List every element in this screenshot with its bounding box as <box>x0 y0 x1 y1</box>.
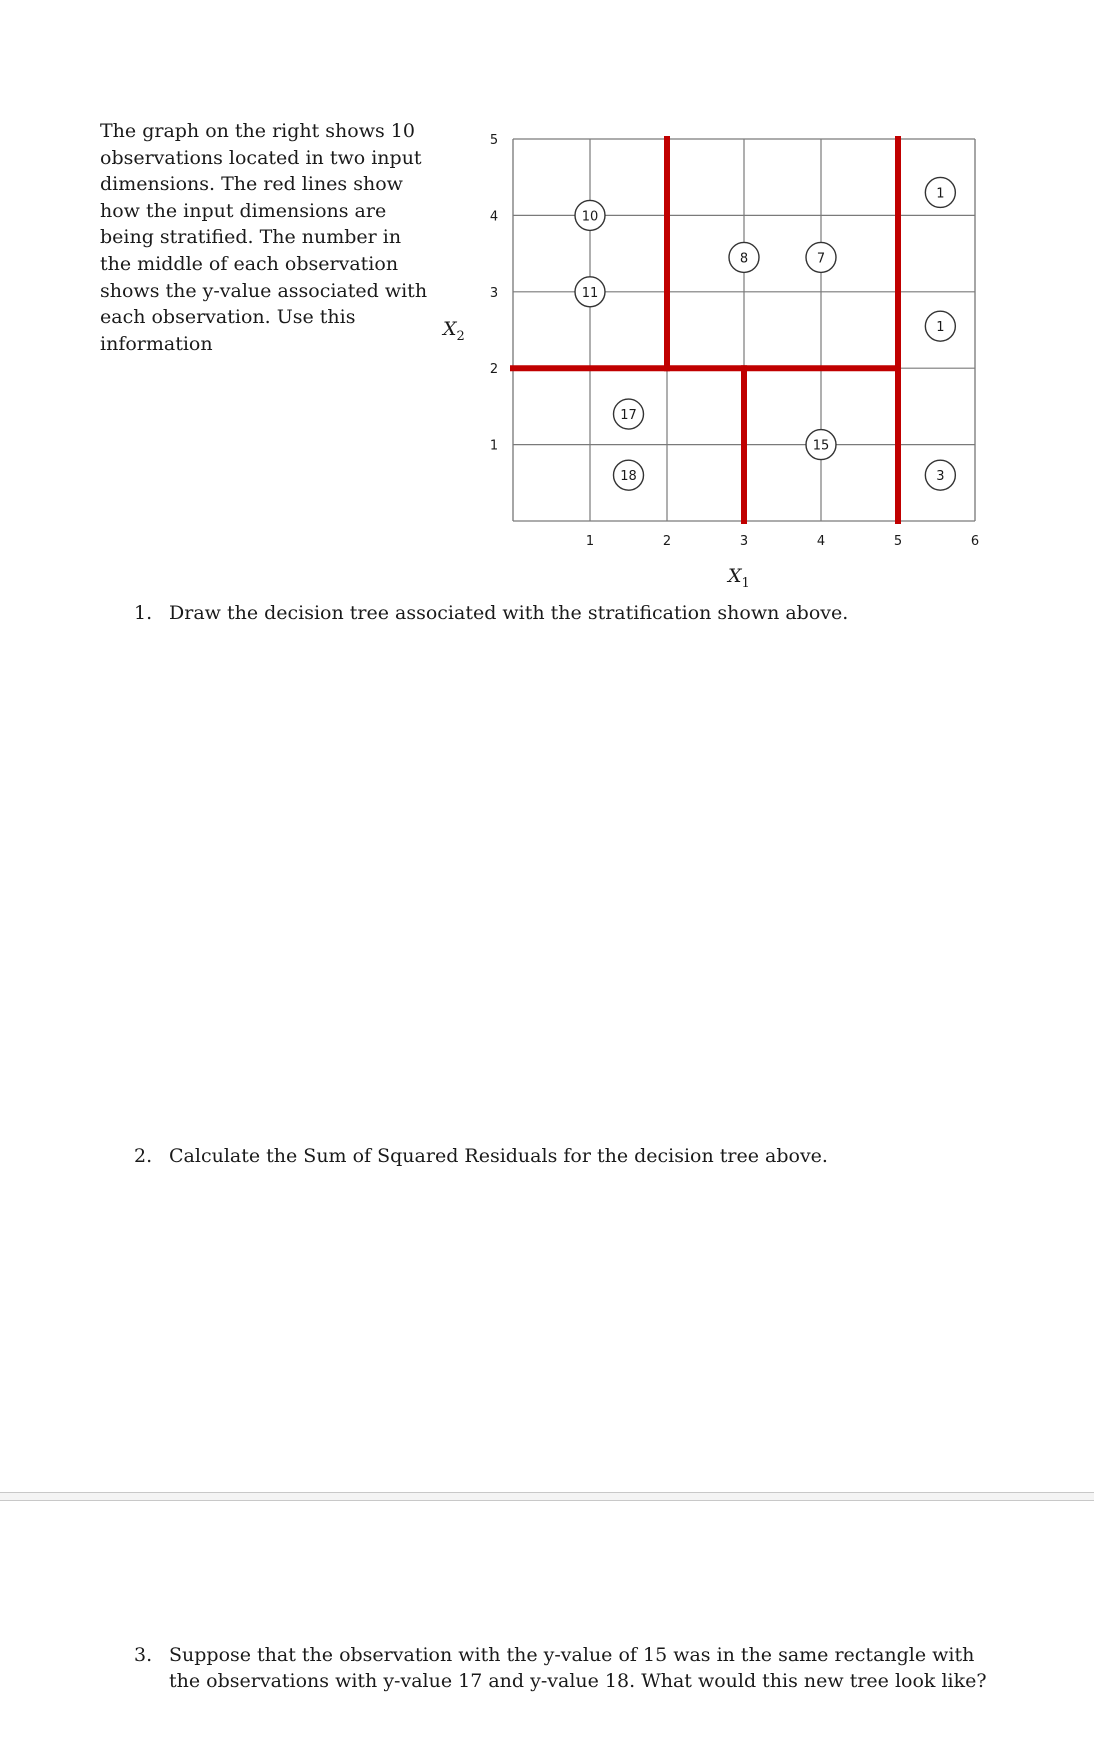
question-3-text: Suppose that the observation with the y-value of 15 was in the same rectangle with the observations with y-value 17 and y-value 18. What would this new tree look like? <box>169 1644 987 1692</box>
x-tick-label: 3 <box>739 534 749 549</box>
y-tick-label: 4 <box>489 209 499 225</box>
y-tick-label: 1 <box>489 438 499 454</box>
observation-value: 10 <box>581 209 599 225</box>
split-layer <box>513 139 898 521</box>
question-3 <box>134 1642 994 1694</box>
y-tick-label: 3 <box>489 285 499 301</box>
question-2-text: Calculate the Sum of Squared Residuals for the decision tree above. <box>169 1145 828 1167</box>
x-tick-label: 2 <box>662 534 672 549</box>
question-1-text: Draw the decision tree associated with the stratification shown above. <box>169 602 849 624</box>
y-tick-label: 5 <box>489 133 499 148</box>
x-tick-label: 1 <box>585 534 595 549</box>
observation-value: 11 <box>581 285 599 301</box>
x-tick-label: 4 <box>816 534 826 549</box>
observation-value: 15 <box>812 438 830 454</box>
question-3-number: 3. <box>134 1644 153 1666</box>
question-2 <box>134 1143 934 1169</box>
y-tick-label: 2 <box>489 362 499 378</box>
observation-value: 3 <box>936 469 945 485</box>
page-break <box>0 1492 1094 1501</box>
x-tick-label: 5 <box>893 534 903 549</box>
x-axis-label: $X_1$ <box>728 565 750 591</box>
observation-value: 1 <box>936 320 945 336</box>
observation-value: 1 <box>936 186 945 202</box>
observation-value: 18 <box>620 469 637 485</box>
observation-value: 7 <box>816 251 826 267</box>
tick-layer <box>490 133 979 549</box>
question-1 <box>134 600 934 626</box>
intro-paragraph: The graph on the right shows 10 observations located in two input dimensions. The red lines show how the input dimensions are being stratified. The number in the middle of each observation shows the y-value associated with each observation. Use this information <box>100 120 428 355</box>
x-tick-label: 6 <box>970 534 980 549</box>
y-axis-label: $X_2$ <box>443 318 465 344</box>
question-1-number: 1. <box>134 602 153 624</box>
observation-value: 8 <box>739 251 749 267</box>
observation-value: 17 <box>620 408 637 424</box>
question-2-number: 2. <box>134 1145 153 1167</box>
stratification-chart <box>0 0 1094 600</box>
